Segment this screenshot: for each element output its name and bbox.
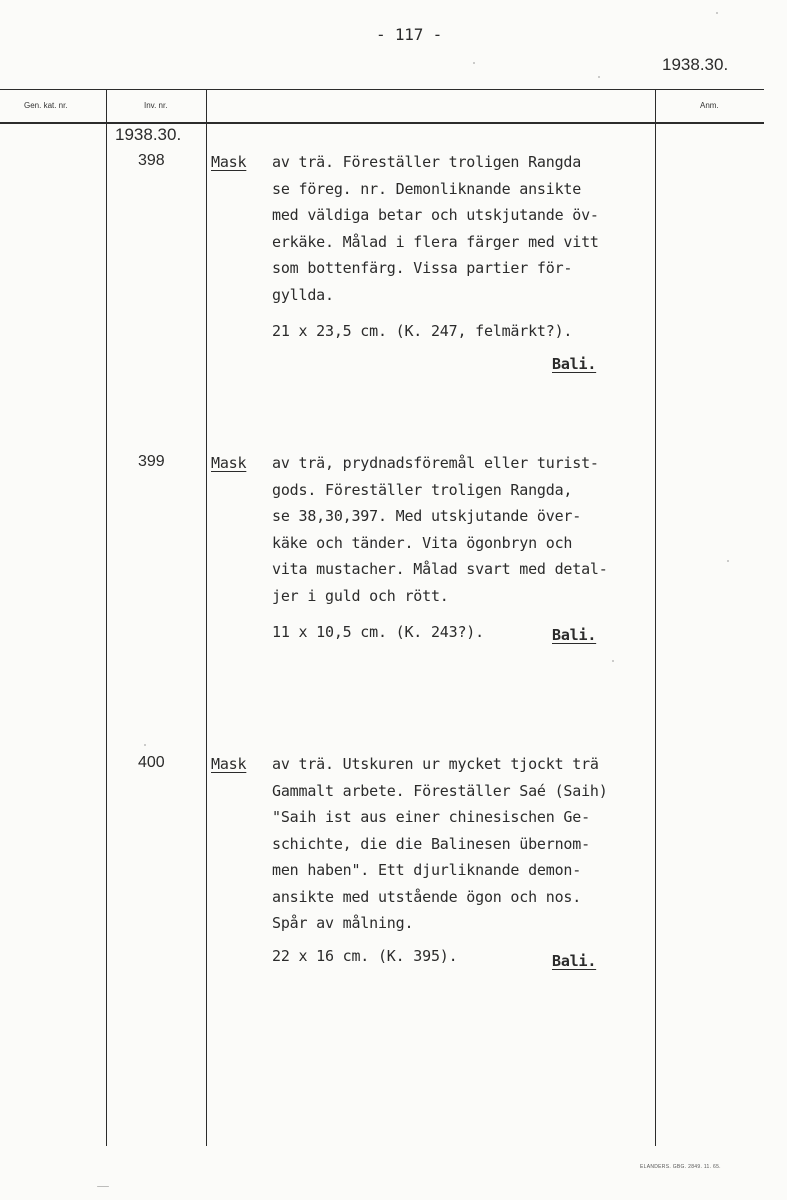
entry-place: Bali. [552, 952, 597, 970]
description-line: av trä. Föreställer troligen Rangda [272, 153, 582, 171]
description-line: Gammalt arbete. Föreställer Saé (Saih) [272, 781, 608, 800]
description-line: gods. Föreställer troligen Rangda, [272, 480, 573, 499]
description-line: med väldiga betar och utskjutande öv- [272, 206, 599, 224]
page-number: - 117 - [376, 25, 443, 44]
header-bottom-rule [0, 122, 764, 124]
entry-measurements: 11 x 10,5 cm. (K. 243?). [272, 623, 484, 641]
description-line: vita mustacher. Målad svart med detal- [272, 560, 608, 578]
description-line: schichte, die die Balinesen übernom- [272, 834, 590, 853]
scan-speck [473, 62, 475, 64]
description-line: som bottenfärg. Vissa partier för- [272, 259, 573, 277]
entry-number: 399 [138, 453, 165, 470]
entry-number: 398 [138, 152, 165, 169]
collection-label: 1938.30. [115, 125, 182, 144]
scan-speck [598, 76, 600, 78]
entry-object-type: Mask [211, 153, 247, 171]
description-line: ansikte med utstående ögon och nos. [272, 887, 582, 906]
description-line: Spår av målning. [272, 914, 414, 932]
description-line: käke och tänder. Vita ögonbryn och [272, 533, 573, 552]
description-line: se 38,30,397. Med utskjutande över- [272, 507, 582, 525]
description-line: "Saih ist aus einer chinesischen Ge- [272, 808, 590, 826]
description-line: av trä, prydnadsföremål eller turist- [272, 454, 599, 472]
entry-object-type: Mask [211, 755, 247, 773]
catalogue-number: 1938.30. [662, 55, 729, 74]
entry-number: 400 [138, 754, 165, 771]
description-line: av trä. Utskuren ur mycket tjockt trä [272, 755, 599, 773]
description-line: men haben". Ett djurliknande demon- [272, 861, 582, 879]
entry-measurements: 22 x 16 cm. (K. 395). [272, 947, 458, 965]
scan-speck [97, 1186, 109, 1187]
scan-speck [612, 660, 614, 662]
column-divider-3 [655, 89, 656, 1146]
column-divider-2 [206, 89, 207, 1146]
scan-speck [716, 12, 718, 14]
description-line: gyllda. [272, 285, 334, 304]
description-line: erkäke. Målad i flera färger med vitt [272, 232, 599, 251]
scan-speck [144, 744, 146, 746]
entry-place: Bali. [552, 355, 597, 373]
entry-object-type: Mask [211, 454, 247, 472]
printer-mark: ELANDERS. GBG. 2849. 11. 65. [640, 1164, 721, 1170]
scan-speck [727, 560, 729, 562]
column-divider-1 [106, 89, 107, 1146]
entry-description [272, 450, 608, 609]
entry-description [272, 751, 608, 937]
entry-description [272, 149, 599, 308]
entry-measurements: 21 x 23,5 cm. (K. 247, felmärkt?). [272, 322, 573, 340]
description-line: se föreg. nr. Demonliknande ansikte [272, 179, 582, 198]
description-line: jer i guld och rött. [272, 586, 449, 605]
column-header-anm: Anm. [700, 101, 719, 110]
header-top-rule [0, 89, 764, 90]
column-header-gen-kat: Gen. kat. nr. [24, 101, 68, 110]
entry-place: Bali. [552, 626, 597, 644]
column-header-inv: Inv. nr. [144, 101, 168, 110]
